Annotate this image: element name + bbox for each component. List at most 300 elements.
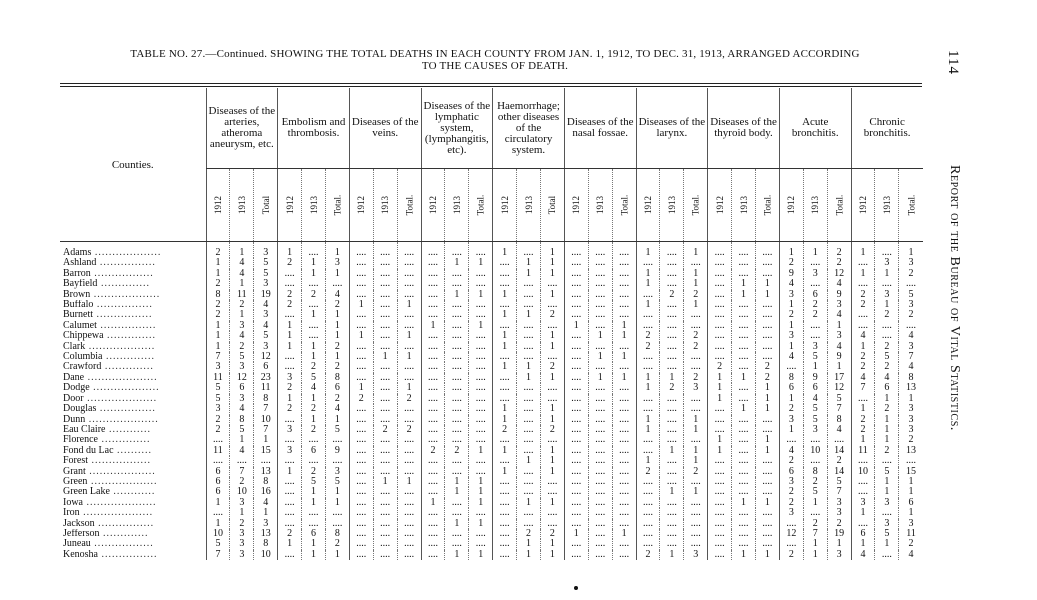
leader-dots: .................... — [79, 508, 154, 519]
table-cell: .... — [755, 456, 779, 466]
table-cell: 1 — [493, 310, 517, 320]
column-header-label: 1912 — [284, 195, 295, 214]
table-cell: 1 — [779, 425, 803, 435]
table-cell: .... — [732, 342, 756, 352]
column-header — [469, 169, 493, 242]
table-cell: 3 — [325, 258, 349, 268]
column-header — [732, 169, 756, 242]
table-cell: .... — [230, 456, 254, 466]
table-cell: 1 — [636, 279, 660, 289]
table-cell: .... — [732, 508, 756, 518]
table-cell: 1 — [612, 331, 636, 341]
table-cell: 13 — [899, 383, 923, 393]
table-cell: .... — [469, 404, 493, 414]
leader-dots: .................... — [83, 497, 157, 508]
table-cell: .... — [564, 519, 588, 529]
table-cell: .... — [612, 519, 636, 529]
table-cell: .... — [732, 362, 756, 372]
table-cell: .... — [684, 310, 708, 320]
column-header — [875, 169, 899, 242]
column-header — [230, 169, 254, 242]
table-cell: .... — [397, 258, 421, 268]
leader-dots: ................ — [93, 310, 153, 321]
table-cell: 1 — [851, 242, 875, 259]
table-cell: .... — [349, 519, 373, 529]
column-header — [373, 169, 397, 242]
table-cell: .... — [612, 508, 636, 518]
leader-dots: .................... — [85, 414, 159, 425]
table-cell: .... — [732, 383, 756, 393]
table-cell: .... — [660, 456, 684, 466]
table-cell: 2 — [302, 404, 326, 414]
table-row — [60, 425, 923, 435]
table-cell: .... — [851, 321, 875, 331]
table-cell: .... — [421, 539, 445, 549]
table-row — [60, 269, 923, 279]
table-cell: .... — [755, 300, 779, 310]
county-name — [60, 425, 206, 435]
table-cell: 2 — [636, 467, 660, 477]
table-cell: .... — [612, 467, 636, 477]
table-cell: .... — [421, 508, 445, 518]
table-row — [60, 242, 923, 259]
table-cell: 3 — [899, 404, 923, 414]
table-cell: 5 — [803, 487, 827, 497]
table-cell: .... — [421, 456, 445, 466]
table-cell: .... — [851, 519, 875, 529]
table-cell: .... — [564, 258, 588, 268]
table-cell: .... — [755, 529, 779, 539]
county-label: Douglas — [63, 404, 97, 415]
table-cell: .... — [445, 242, 469, 259]
table-cell: .... — [469, 242, 493, 259]
table-cell: .... — [636, 394, 660, 404]
column-header — [564, 169, 588, 242]
table-cell: 2 — [827, 242, 851, 259]
table-cell: 4 — [325, 404, 349, 414]
table-cell: 6 — [206, 467, 230, 477]
county-name — [60, 467, 206, 477]
table-cell: .... — [684, 394, 708, 404]
table-cell: .... — [588, 435, 612, 445]
table-cell: 2 — [636, 342, 660, 352]
leader-dots: .................... — [83, 393, 158, 404]
table-cell: 1 — [206, 498, 230, 508]
table-cell: .... — [421, 373, 445, 383]
table-cell: 1 — [684, 300, 708, 310]
table-cell: .... — [564, 373, 588, 383]
table-cell: 1 — [302, 498, 326, 508]
table-cell: 2 — [803, 519, 827, 529]
table-cell: 7 — [827, 487, 851, 497]
table-cell: .... — [540, 279, 564, 289]
table-cell: 2 — [755, 373, 779, 383]
table-cell: .... — [349, 529, 373, 539]
table-cell: .... — [708, 242, 732, 259]
column-header — [684, 169, 708, 242]
column-header — [493, 169, 517, 242]
table-cell: 1 — [732, 373, 756, 383]
group-header: Embolism and thrombosis. — [278, 88, 350, 169]
leader-dots: ................... — [91, 247, 162, 258]
table-cell: 2 — [779, 404, 803, 414]
county-label: Forest — [63, 456, 88, 467]
column-header — [445, 169, 469, 242]
table-cell: .... — [564, 300, 588, 310]
table-cell: .... — [469, 331, 493, 341]
table-cell: 1 — [684, 487, 708, 497]
table-cell: .... — [564, 352, 588, 362]
table-cell: .... — [755, 508, 779, 518]
table-cell: 6 — [875, 383, 899, 393]
table-cell: .... — [325, 508, 349, 518]
table-cell: .... — [612, 425, 636, 435]
table-cell: 3 — [827, 550, 851, 560]
county-label: Burnett — [63, 310, 93, 321]
table-cell: .... — [684, 435, 708, 445]
table-cell: .... — [732, 300, 756, 310]
table-cell: .... — [517, 508, 541, 518]
county-label: Crawford — [63, 362, 102, 373]
table-cell: .... — [612, 279, 636, 289]
leader-dots: ................. — [88, 456, 151, 467]
table-cell: .... — [755, 415, 779, 425]
table-cell: .... — [278, 435, 302, 445]
column-header-label: 1912 — [212, 195, 223, 214]
table-cell: .... — [660, 310, 684, 320]
table-cell: 1 — [230, 279, 254, 289]
county-label: Green Lake — [63, 487, 110, 498]
table-cell: .... — [278, 415, 302, 425]
table-cell: .... — [517, 279, 541, 289]
table-cell: 3 — [899, 300, 923, 310]
table-cell: 4 — [254, 300, 278, 310]
table-cell: .... — [469, 269, 493, 279]
table-cell: 1 — [851, 539, 875, 549]
table-cell: 1 — [540, 498, 564, 508]
table-cell: .... — [588, 519, 612, 529]
table-cell: .... — [803, 331, 827, 341]
table-cell: 4 — [899, 362, 923, 372]
table-cell: .... — [755, 342, 779, 352]
table-cell: 1 — [493, 242, 517, 259]
table-cell: 1 — [540, 342, 564, 352]
table-cell: .... — [469, 352, 493, 362]
table-cell: .... — [588, 321, 612, 331]
table-cell: 1 — [373, 477, 397, 487]
table-cell: 10 — [206, 529, 230, 539]
table-cell: .... — [421, 467, 445, 477]
table-cell: .... — [708, 310, 732, 320]
table-cell: .... — [302, 456, 326, 466]
table-cell: 12 — [230, 373, 254, 383]
table-cell: 2 — [278, 529, 302, 539]
table-cell: .... — [517, 415, 541, 425]
county-name — [60, 487, 206, 497]
table-cell: 13 — [254, 467, 278, 477]
table-cell: 5 — [875, 467, 899, 477]
table-cell: 1 — [899, 508, 923, 518]
table-cell: .... — [373, 258, 397, 268]
table-cell: 5 — [206, 539, 230, 549]
table-cell: 1 — [875, 435, 899, 445]
table-cell: 2 — [373, 425, 397, 435]
table-cell: .... — [517, 487, 541, 497]
table-cell: .... — [684, 539, 708, 549]
table-cell: .... — [397, 321, 421, 331]
table-cell: 1 — [493, 362, 517, 372]
table-cell: 1 — [588, 352, 612, 362]
table-cell: .... — [612, 269, 636, 279]
table-cell: 1 — [230, 435, 254, 445]
table-cell: .... — [588, 498, 612, 508]
table-cell: .... — [708, 342, 732, 352]
table-cell: .... — [612, 415, 636, 425]
leader-dots: ................... — [87, 476, 158, 487]
county-name — [60, 321, 206, 331]
table-cell: .... — [540, 352, 564, 362]
table-cell: 6 — [851, 529, 875, 539]
table-cell: .... — [803, 435, 827, 445]
table-cell: 1 — [397, 383, 421, 393]
table-cell: 1 — [660, 550, 684, 560]
table-cell: .... — [564, 508, 588, 518]
table-cell: 1 — [899, 477, 923, 487]
table-cell: 2 — [803, 300, 827, 310]
table-cell: 2 — [851, 290, 875, 300]
table-cell: .... — [302, 279, 326, 289]
table-cell: 1 — [469, 258, 493, 268]
table-cell: .... — [517, 446, 541, 456]
table-cell: 1 — [708, 446, 732, 456]
table-cell: .... — [851, 456, 875, 466]
column-header-label: Total. — [332, 194, 343, 215]
table-cell: 1 — [875, 425, 899, 435]
table-cell: .... — [636, 539, 660, 549]
county-label: Brown — [63, 289, 91, 300]
table-cell: 1 — [421, 321, 445, 331]
table-cell: .... — [421, 300, 445, 310]
table-cell: 2 — [684, 467, 708, 477]
table-cell: .... — [349, 279, 373, 289]
table-cell: 1 — [254, 435, 278, 445]
table-cell: .... — [493, 269, 517, 279]
table-cell: .... — [493, 498, 517, 508]
column-header — [517, 169, 541, 242]
table-cell: 1 — [206, 342, 230, 352]
table-cell: .... — [755, 269, 779, 279]
table-cell: .... — [421, 258, 445, 268]
table-cell: .... — [612, 242, 636, 259]
table-cell: 4 — [899, 550, 923, 560]
table-cell: 15 — [899, 467, 923, 477]
table-cell: .... — [636, 404, 660, 414]
table-cell: 3 — [254, 310, 278, 320]
table-cell: 3 — [254, 342, 278, 352]
column-header-label: 1913 — [523, 195, 534, 214]
leader-dots: ................ — [98, 549, 158, 560]
table-cell: 5 — [206, 383, 230, 393]
table-cell: 1 — [660, 487, 684, 497]
table-cell: .... — [708, 498, 732, 508]
table-cell: .... — [588, 362, 612, 372]
column-header-label: 1913 — [380, 195, 391, 214]
table-cell: 11 — [851, 446, 875, 456]
table-cell: .... — [732, 446, 756, 456]
table-cell: 4 — [254, 321, 278, 331]
group-header: Chronic bronchitis. — [851, 88, 923, 169]
table-cell: 1 — [755, 383, 779, 393]
table-cell: 4 — [779, 279, 803, 289]
table-cell: 1 — [540, 550, 564, 560]
table-cell: .... — [732, 269, 756, 279]
table-cell: .... — [445, 373, 469, 383]
table-cell: .... — [636, 362, 660, 372]
table-cell: .... — [421, 290, 445, 300]
table-cell: .... — [421, 331, 445, 341]
deaths-table — [60, 88, 923, 560]
table-cell: 1 — [803, 539, 827, 549]
table-cell: .... — [612, 310, 636, 320]
table-cell: 1 — [588, 373, 612, 383]
table-cell: .... — [660, 321, 684, 331]
county-name — [60, 290, 206, 300]
table-cell: 2 — [779, 487, 803, 497]
table-cell: 1 — [493, 342, 517, 352]
table-cell: .... — [206, 508, 230, 518]
column-header-label: Total. — [619, 194, 630, 215]
table-cell: 11 — [230, 290, 254, 300]
table-cell: 1 — [708, 383, 732, 393]
table-cell: 8 — [899, 373, 923, 383]
table-cell: 4 — [779, 446, 803, 456]
table-cell: .... — [397, 529, 421, 539]
table-cell: 2 — [397, 425, 421, 435]
table-cell: 7 — [254, 404, 278, 414]
table-cell: .... — [517, 331, 541, 341]
county-label: Adams — [63, 247, 92, 258]
table-cell: .... — [755, 258, 779, 268]
table-cell: 1 — [278, 342, 302, 352]
table-cell: .... — [755, 425, 779, 435]
table-cell: 1 — [421, 498, 445, 508]
table-cell: .... — [779, 362, 803, 372]
table-cell: 1 — [469, 290, 493, 300]
running-title: Report of the Bureau of Vital Statistics. — [947, 165, 962, 431]
table-cell: .... — [517, 300, 541, 310]
table-cell: 19 — [254, 290, 278, 300]
table-cell: .... — [349, 258, 373, 268]
table-cell: .... — [755, 242, 779, 259]
table-cell: .... — [755, 519, 779, 529]
table-cell: 1 — [469, 498, 493, 508]
table-cell: .... — [636, 446, 660, 456]
table-row — [60, 279, 923, 289]
table-cell: .... — [779, 435, 803, 445]
table-cell: 2 — [325, 394, 349, 404]
table-cell: 3 — [827, 331, 851, 341]
column-header — [278, 169, 302, 242]
table-cell: .... — [803, 508, 827, 518]
table-cell: .... — [373, 394, 397, 404]
table-cell: 12 — [827, 269, 851, 279]
table-cell: .... — [517, 383, 541, 393]
table-cell: .... — [875, 242, 899, 259]
table-cell: .... — [708, 352, 732, 362]
table-cell: .... — [564, 269, 588, 279]
table-cell: 1 — [540, 331, 564, 341]
table-cell: 1 — [540, 539, 564, 549]
table-cell: 3 — [899, 415, 923, 425]
table-cell: .... — [851, 310, 875, 320]
table-cell: 7 — [254, 425, 278, 435]
table-cell: .... — [325, 279, 349, 289]
table-cell: .... — [373, 279, 397, 289]
table-cell: 3 — [899, 258, 923, 268]
leader-dots: ................ — [96, 320, 157, 331]
table-cell: 1 — [636, 383, 660, 393]
table-cell: .... — [493, 373, 517, 383]
table-cell: .... — [278, 269, 302, 279]
table-cell: 3 — [779, 331, 803, 341]
table-cell: 2 — [875, 446, 899, 456]
table-cell: 1 — [493, 404, 517, 414]
table-cell: 1 — [230, 242, 254, 259]
table-cell: .... — [588, 550, 612, 560]
table-cell: .... — [397, 508, 421, 518]
table-cell: 15 — [254, 446, 278, 456]
table-cell: 3 — [230, 539, 254, 549]
column-header — [708, 169, 732, 242]
table-cell: 3 — [278, 425, 302, 435]
table-cell: 2 — [325, 342, 349, 352]
table-cell: 3 — [684, 383, 708, 393]
leader-dots: .............. — [103, 331, 157, 342]
table-row — [60, 477, 923, 487]
column-header — [540, 169, 564, 242]
table-cell: 1 — [493, 415, 517, 425]
table-cell: .... — [588, 242, 612, 259]
leader-dots: ................... — [85, 341, 156, 352]
table-cell: 7 — [230, 467, 254, 477]
table-cell: 5 — [230, 425, 254, 435]
table-cell: .... — [564, 279, 588, 289]
table-cell: 1 — [445, 519, 469, 529]
table-cell: .... — [373, 529, 397, 539]
column-header-label: 1912 — [786, 195, 797, 214]
table-cell: 1 — [517, 269, 541, 279]
table-cell: 2 — [684, 373, 708, 383]
table-cell: 4 — [302, 383, 326, 393]
table-cell: 6 — [899, 498, 923, 508]
table-cell: .... — [278, 310, 302, 320]
table-cell: .... — [684, 362, 708, 372]
column-header-label: Total. — [690, 194, 701, 215]
table-cell: .... — [373, 290, 397, 300]
table-cell: 1 — [302, 394, 326, 404]
table-cell: .... — [732, 487, 756, 497]
table-cell: .... — [302, 519, 326, 529]
column-header — [636, 169, 660, 242]
table-cell: 1 — [469, 446, 493, 456]
table-cell: 1 — [755, 394, 779, 404]
table-cell: 1 — [517, 258, 541, 268]
table-cell: .... — [708, 404, 732, 414]
table-cell: .... — [469, 383, 493, 393]
table-cell: 1 — [302, 352, 326, 362]
county-name — [60, 279, 206, 289]
table-cell: .... — [564, 362, 588, 372]
